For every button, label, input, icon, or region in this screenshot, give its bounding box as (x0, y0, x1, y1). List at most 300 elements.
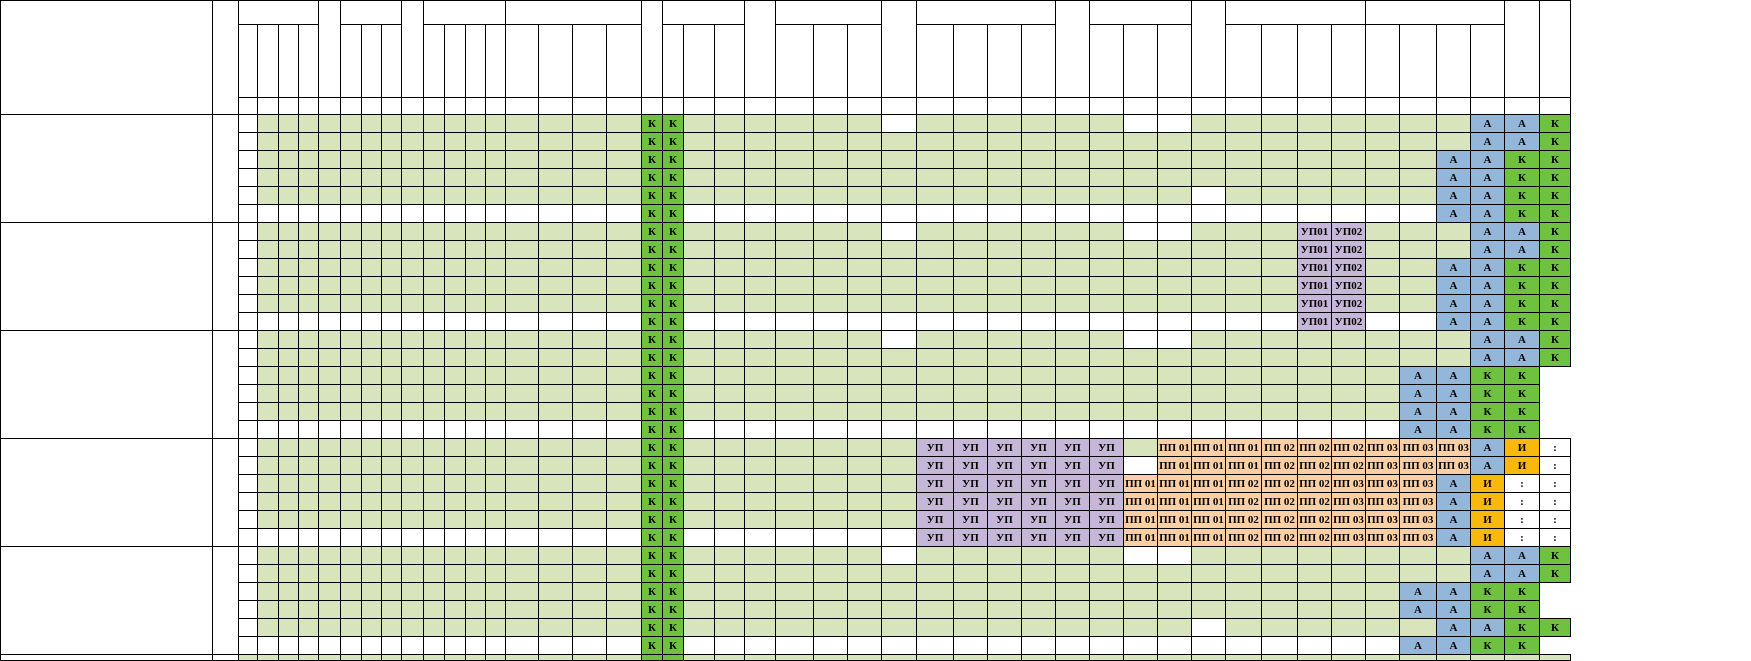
schedule-cell[interactable] (684, 637, 715, 655)
schedule-cell[interactable] (539, 277, 573, 295)
schedule-cell[interactable] (573, 367, 607, 385)
schedule-cell[interactable] (814, 133, 848, 151)
schedule-cell[interactable] (814, 259, 848, 277)
schedule-cell[interactable] (299, 493, 319, 511)
schedule-cell[interactable] (1090, 349, 1124, 367)
schedule-cell[interactable] (1262, 187, 1298, 205)
schedule-cell[interactable] (814, 493, 848, 511)
schedule-cell[interactable] (1090, 313, 1124, 331)
schedule-cell[interactable] (319, 349, 341, 367)
schedule-cell[interactable] (279, 349, 299, 367)
schedule-cell[interactable] (776, 205, 814, 223)
schedule-cell[interactable] (745, 133, 776, 151)
schedule-cell[interactable] (319, 277, 341, 295)
schedule-cell[interactable] (1366, 637, 1400, 655)
schedule-cell[interactable] (382, 115, 402, 133)
schedule-cell[interactable] (882, 583, 917, 601)
schedule-cell[interactable]: К (1540, 259, 1571, 277)
schedule-cell[interactable] (382, 313, 402, 331)
schedule-cell[interactable]: К (1540, 295, 1571, 313)
schedule-cell[interactable]: ПП 02 (1262, 511, 1298, 529)
schedule-cell[interactable] (424, 493, 445, 511)
schedule-cell[interactable] (684, 403, 715, 421)
schedule-cell[interactable] (848, 547, 882, 565)
schedule-cell[interactable] (279, 241, 299, 259)
schedule-cell[interactable] (539, 241, 573, 259)
schedule-cell[interactable]: К (663, 259, 684, 277)
schedule-cell[interactable]: К (663, 457, 684, 475)
schedule-cell[interactable]: : (1505, 493, 1540, 511)
schedule-cell[interactable] (848, 349, 882, 367)
schedule-cell[interactable] (486, 115, 506, 133)
schedule-cell[interactable]: И (1505, 439, 1540, 457)
schedule-cell[interactable] (1192, 331, 1226, 349)
schedule-cell[interactable] (239, 529, 258, 547)
schedule-cell[interactable]: А (1437, 277, 1471, 295)
schedule-cell[interactable] (258, 259, 279, 277)
schedule-cell[interactable] (299, 619, 319, 637)
schedule-cell[interactable] (402, 205, 424, 223)
schedule-cell[interactable]: ПП 03 (1366, 439, 1400, 457)
schedule-cell[interactable] (362, 313, 382, 331)
schedule-cell[interactable]: К (1540, 151, 1571, 169)
schedule-cell[interactable] (382, 475, 402, 493)
schedule-cell[interactable] (776, 403, 814, 421)
schedule-cell[interactable] (445, 277, 466, 295)
schedule-cell[interactable]: К (1505, 601, 1540, 619)
schedule-cell[interactable] (1332, 583, 1366, 601)
schedule-cell[interactable] (1192, 655, 1226, 661)
schedule-cell[interactable] (445, 349, 466, 367)
schedule-cell[interactable] (258, 439, 279, 457)
schedule-cell[interactable] (882, 115, 917, 133)
schedule-cell[interactable] (258, 511, 279, 529)
schedule-cell[interactable]: К (663, 313, 684, 331)
schedule-cell[interactable] (1262, 637, 1298, 655)
schedule-cell[interactable] (882, 457, 917, 475)
schedule-cell[interactable]: К (1540, 187, 1571, 205)
schedule-cell[interactable]: А (1471, 565, 1505, 583)
schedule-cell[interactable] (684, 241, 715, 259)
schedule-cell[interactable] (239, 367, 258, 385)
schedule-cell[interactable] (745, 241, 776, 259)
schedule-cell[interactable]: К (1540, 349, 1571, 367)
schedule-cell[interactable] (258, 601, 279, 619)
schedule-cell[interactable] (506, 439, 539, 457)
schedule-cell[interactable] (341, 169, 362, 187)
schedule-cell[interactable] (607, 565, 642, 583)
schedule-cell[interactable] (745, 601, 776, 619)
schedule-cell[interactable] (299, 367, 319, 385)
schedule-cell[interactable]: ПП 02 (1298, 511, 1332, 529)
schedule-cell[interactable] (1366, 295, 1400, 313)
schedule-cell[interactable] (402, 313, 424, 331)
schedule-cell[interactable] (319, 583, 341, 601)
schedule-cell[interactable] (684, 367, 715, 385)
schedule-cell[interactable] (1158, 241, 1192, 259)
schedule-cell[interactable] (1158, 313, 1192, 331)
schedule-cell[interactable] (299, 133, 319, 151)
schedule-cell[interactable]: К (1540, 565, 1571, 583)
schedule-cell[interactable] (506, 331, 539, 349)
schedule-cell[interactable] (814, 151, 848, 169)
schedule-cell[interactable] (573, 565, 607, 583)
schedule-cell[interactable] (1158, 367, 1192, 385)
schedule-cell[interactable] (239, 619, 258, 637)
schedule-cell[interactable] (279, 313, 299, 331)
schedule-cell[interactable] (1298, 349, 1332, 367)
schedule-cell[interactable] (1226, 115, 1262, 133)
schedule-cell[interactable] (745, 169, 776, 187)
schedule-cell[interactable] (814, 295, 848, 313)
schedule-cell[interactable] (279, 565, 299, 583)
schedule-cell[interactable] (319, 169, 341, 187)
schedule-cell[interactable] (1226, 547, 1262, 565)
schedule-cell[interactable] (776, 475, 814, 493)
schedule-cell[interactable] (1400, 115, 1437, 133)
schedule-cell[interactable] (1226, 169, 1262, 187)
schedule-cell[interactable]: К (1505, 295, 1540, 313)
schedule-cell[interactable] (445, 205, 466, 223)
schedule-cell[interactable] (776, 529, 814, 547)
schedule-cell[interactable] (1124, 259, 1158, 277)
schedule-cell[interactable] (279, 493, 299, 511)
schedule-cell[interactable] (882, 223, 917, 241)
schedule-cell[interactable] (362, 439, 382, 457)
schedule-cell[interactable] (882, 385, 917, 403)
schedule-cell[interactable]: ПП 03 (1400, 439, 1437, 457)
schedule-cell[interactable] (362, 601, 382, 619)
schedule-cell[interactable] (279, 547, 299, 565)
schedule-cell[interactable] (1262, 655, 1298, 661)
schedule-cell[interactable] (486, 223, 506, 241)
schedule-cell[interactable] (1262, 583, 1298, 601)
schedule-cell[interactable] (362, 133, 382, 151)
schedule-cell[interactable] (362, 475, 382, 493)
schedule-cell[interactable]: К (663, 151, 684, 169)
schedule-cell[interactable]: А (1437, 259, 1471, 277)
schedule-cell[interactable] (1158, 295, 1192, 313)
schedule-cell[interactable] (279, 511, 299, 529)
schedule-cell[interactable]: К (663, 241, 684, 259)
schedule-cell[interactable]: УП (1090, 493, 1124, 511)
schedule-cell[interactable] (341, 547, 362, 565)
schedule-cell[interactable] (1366, 223, 1400, 241)
schedule-cell[interactable] (258, 169, 279, 187)
schedule-cell[interactable] (341, 511, 362, 529)
schedule-cell[interactable]: УП02 (1332, 295, 1366, 313)
schedule-cell[interactable] (424, 349, 445, 367)
schedule-cell[interactable] (382, 259, 402, 277)
schedule-cell[interactable] (486, 403, 506, 421)
schedule-cell[interactable] (402, 169, 424, 187)
schedule-cell[interactable]: : (1505, 475, 1540, 493)
schedule-cell[interactable] (424, 169, 445, 187)
schedule-cell[interactable] (402, 493, 424, 511)
schedule-cell[interactable] (1192, 295, 1226, 313)
schedule-cell[interactable] (239, 421, 258, 439)
schedule-cell[interactable] (239, 457, 258, 475)
schedule-cell[interactable]: К (1505, 259, 1540, 277)
schedule-cell[interactable] (988, 313, 1022, 331)
schedule-cell[interactable] (1124, 619, 1158, 637)
schedule-cell[interactable] (684, 151, 715, 169)
schedule-cell[interactable]: ПП 02 (1262, 529, 1298, 547)
schedule-cell[interactable] (1022, 349, 1056, 367)
schedule-cell[interactable] (258, 313, 279, 331)
schedule-cell[interactable] (539, 475, 573, 493)
schedule-cell[interactable] (424, 133, 445, 151)
schedule-cell[interactable] (424, 223, 445, 241)
schedule-cell[interactable] (814, 349, 848, 367)
schedule-cell[interactable] (814, 529, 848, 547)
schedule-cell[interactable]: ПП 03 (1332, 511, 1366, 529)
schedule-cell[interactable] (258, 367, 279, 385)
schedule-cell[interactable]: А (1437, 367, 1471, 385)
schedule-cell[interactable] (1298, 421, 1332, 439)
schedule-cell[interactable] (607, 475, 642, 493)
schedule-cell[interactable] (319, 295, 341, 313)
schedule-cell[interactable] (1262, 277, 1298, 295)
schedule-cell[interactable] (402, 133, 424, 151)
schedule-cell[interactable]: К (642, 493, 663, 511)
schedule-cell[interactable] (848, 133, 882, 151)
schedule-cell[interactable] (715, 637, 745, 655)
schedule-cell[interactable]: К (663, 367, 684, 385)
schedule-cell[interactable] (258, 529, 279, 547)
schedule-cell[interactable] (466, 583, 486, 601)
schedule-cell[interactable] (848, 421, 882, 439)
schedule-cell[interactable] (486, 619, 506, 637)
schedule-cell[interactable] (1226, 223, 1262, 241)
schedule-cell[interactable] (279, 457, 299, 475)
schedule-cell[interactable] (1192, 259, 1226, 277)
schedule-cell[interactable] (424, 547, 445, 565)
schedule-cell[interactable] (506, 133, 539, 151)
schedule-cell[interactable] (573, 475, 607, 493)
schedule-cell[interactable] (882, 151, 917, 169)
schedule-cell[interactable] (954, 169, 988, 187)
schedule-cell[interactable] (382, 583, 402, 601)
schedule-cell[interactable] (607, 115, 642, 133)
schedule-cell[interactable]: ПП 02 (1298, 529, 1332, 547)
schedule-cell[interactable] (506, 655, 539, 661)
schedule-cell[interactable] (776, 169, 814, 187)
schedule-cell[interactable] (445, 601, 466, 619)
schedule-cell[interactable] (607, 223, 642, 241)
schedule-cell[interactable] (715, 115, 745, 133)
schedule-cell[interactable]: А (1471, 313, 1505, 331)
schedule-cell[interactable]: К (642, 475, 663, 493)
schedule-cell[interactable] (954, 403, 988, 421)
schedule-cell[interactable] (814, 475, 848, 493)
schedule-cell[interactable] (258, 493, 279, 511)
schedule-cell[interactable]: ПП 01 (1192, 511, 1226, 529)
schedule-cell[interactable]: УП (1056, 529, 1090, 547)
schedule-cell[interactable] (1158, 547, 1192, 565)
schedule-cell[interactable]: К (1471, 583, 1505, 601)
schedule-cell[interactable] (684, 277, 715, 295)
schedule-cell[interactable] (486, 295, 506, 313)
schedule-cell[interactable] (848, 223, 882, 241)
schedule-cell[interactable]: А (1505, 115, 1540, 133)
schedule-cell[interactable]: К (1540, 619, 1571, 637)
schedule-cell[interactable] (341, 493, 362, 511)
schedule-cell[interactable]: К (642, 331, 663, 349)
schedule-cell[interactable] (258, 151, 279, 169)
schedule-cell[interactable] (776, 295, 814, 313)
schedule-cell[interactable] (745, 475, 776, 493)
schedule-cell[interactable] (341, 655, 362, 661)
schedule-cell[interactable] (239, 133, 258, 151)
schedule-cell[interactable] (402, 547, 424, 565)
schedule-cell[interactable] (814, 331, 848, 349)
schedule-cell[interactable]: : (1540, 457, 1571, 475)
schedule-cell[interactable] (1056, 367, 1090, 385)
schedule-cell[interactable] (539, 637, 573, 655)
schedule-cell[interactable]: ПП 02 (1262, 457, 1298, 475)
schedule-cell[interactable] (1262, 241, 1298, 259)
schedule-cell[interactable] (424, 457, 445, 475)
schedule-cell[interactable] (814, 169, 848, 187)
schedule-cell[interactable] (1158, 637, 1192, 655)
schedule-cell[interactable] (745, 349, 776, 367)
schedule-cell[interactable] (848, 241, 882, 259)
schedule-cell[interactable] (684, 169, 715, 187)
schedule-cell[interactable]: К (1471, 601, 1505, 619)
schedule-cell[interactable] (954, 277, 988, 295)
schedule-cell[interactable] (848, 493, 882, 511)
schedule-cell[interactable] (445, 529, 466, 547)
schedule-cell[interactable] (466, 529, 486, 547)
schedule-cell[interactable] (882, 187, 917, 205)
schedule-cell[interactable] (988, 655, 1022, 661)
schedule-cell[interactable] (573, 205, 607, 223)
schedule-cell[interactable] (988, 151, 1022, 169)
schedule-cell[interactable] (1437, 655, 1471, 661)
schedule-cell[interactable] (715, 133, 745, 151)
schedule-cell[interactable] (319, 565, 341, 583)
schedule-cell[interactable] (258, 223, 279, 241)
schedule-cell[interactable] (341, 295, 362, 313)
schedule-cell[interactable] (1056, 565, 1090, 583)
schedule-cell[interactable] (362, 511, 382, 529)
schedule-cell[interactable] (1192, 313, 1226, 331)
schedule-cell[interactable] (684, 565, 715, 583)
schedule-cell[interactable] (445, 403, 466, 421)
schedule-cell[interactable] (1090, 367, 1124, 385)
schedule-cell[interactable] (1366, 367, 1400, 385)
schedule-cell[interactable] (539, 313, 573, 331)
schedule-cell[interactable] (319, 511, 341, 529)
schedule-cell[interactable]: К (1471, 637, 1505, 655)
schedule-cell[interactable]: К (642, 151, 663, 169)
schedule-cell[interactable] (988, 637, 1022, 655)
schedule-cell[interactable] (279, 223, 299, 241)
schedule-cell[interactable] (382, 331, 402, 349)
schedule-cell[interactable] (988, 547, 1022, 565)
schedule-cell[interactable] (954, 295, 988, 313)
schedule-cell[interactable] (1400, 619, 1437, 637)
schedule-cell[interactable]: К (663, 421, 684, 439)
schedule-cell[interactable] (382, 529, 402, 547)
schedule-cell[interactable] (279, 637, 299, 655)
schedule-cell[interactable] (954, 637, 988, 655)
schedule-cell[interactable] (1437, 241, 1471, 259)
schedule-cell[interactable] (1226, 313, 1262, 331)
schedule-cell[interactable] (486, 529, 506, 547)
schedule-cell[interactable] (848, 151, 882, 169)
schedule-cell[interactable] (506, 187, 539, 205)
schedule-cell[interactable] (954, 259, 988, 277)
schedule-cell[interactable] (1090, 151, 1124, 169)
schedule-cell[interactable] (1332, 205, 1366, 223)
schedule-cell[interactable] (1332, 619, 1366, 637)
schedule-cell[interactable] (1192, 205, 1226, 223)
schedule-cell[interactable] (486, 547, 506, 565)
schedule-cell[interactable] (1090, 583, 1124, 601)
schedule-cell[interactable] (988, 565, 1022, 583)
schedule-cell[interactable] (917, 367, 954, 385)
schedule-cell[interactable] (1124, 313, 1158, 331)
schedule-cell[interactable]: К (663, 277, 684, 295)
schedule-cell[interactable] (917, 295, 954, 313)
schedule-cell[interactable] (776, 583, 814, 601)
schedule-cell[interactable] (1400, 169, 1437, 187)
schedule-cell[interactable] (402, 637, 424, 655)
schedule-cell[interactable] (299, 115, 319, 133)
schedule-cell[interactable] (745, 277, 776, 295)
schedule-cell[interactable] (776, 655, 814, 661)
schedule-cell[interactable] (1090, 655, 1124, 661)
schedule-cell[interactable] (848, 637, 882, 655)
schedule-cell[interactable]: ПП 02 (1262, 439, 1298, 457)
schedule-cell[interactable] (573, 511, 607, 529)
schedule-cell[interactable] (279, 439, 299, 457)
schedule-cell[interactable] (1262, 349, 1298, 367)
schedule-cell[interactable] (1437, 115, 1471, 133)
schedule-cell[interactable] (814, 421, 848, 439)
schedule-cell[interactable]: А (1437, 403, 1471, 421)
schedule-cell[interactable] (362, 259, 382, 277)
schedule-cell[interactable]: ПП 01 (1124, 493, 1158, 511)
schedule-cell[interactable] (362, 403, 382, 421)
schedule-cell[interactable] (239, 439, 258, 457)
schedule-cell[interactable] (988, 421, 1022, 439)
schedule-cell[interactable] (776, 223, 814, 241)
schedule-cell[interactable]: : (1540, 493, 1571, 511)
schedule-cell[interactable] (745, 439, 776, 457)
schedule-cell[interactable] (299, 655, 319, 661)
schedule-cell[interactable] (1366, 331, 1400, 349)
schedule-cell[interactable] (882, 655, 917, 661)
schedule-cell[interactable] (1298, 367, 1332, 385)
schedule-cell[interactable] (402, 223, 424, 241)
schedule-cell[interactable] (539, 601, 573, 619)
schedule-cell[interactable] (1366, 583, 1400, 601)
schedule-cell[interactable] (1158, 151, 1192, 169)
schedule-cell[interactable]: К (1505, 403, 1540, 421)
schedule-cell[interactable] (258, 385, 279, 403)
schedule-cell[interactable] (466, 655, 486, 661)
schedule-cell[interactable]: А (1505, 547, 1540, 565)
schedule-cell[interactable]: К (642, 205, 663, 223)
schedule-cell[interactable]: К (663, 493, 684, 511)
schedule-cell[interactable] (1437, 565, 1471, 583)
schedule-cell[interactable] (539, 511, 573, 529)
schedule-cell[interactable] (1192, 151, 1226, 169)
schedule-cell[interactable] (1400, 151, 1437, 169)
